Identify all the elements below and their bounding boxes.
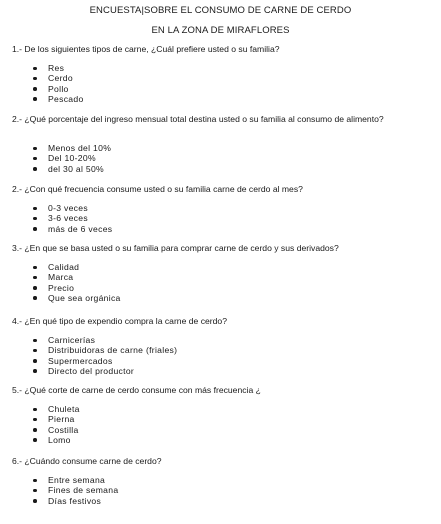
option-item: Pescado: [30, 94, 84, 104]
option-item: más de 6 veces: [30, 224, 112, 234]
option-item: Costilla: [30, 425, 80, 435]
option-item: Cerdo: [30, 73, 84, 83]
question-1-text: 1.- De los siguientes tipos de carne, ¿Cuál prefiere usted o su familia?: [12, 44, 280, 54]
survey-title: ENCUESTA|SOBRE EL CONSUMO DE CARNE DE CERDO: [89, 5, 352, 16]
option-item: Carnicerías: [30, 335, 177, 345]
option-item: Entre semana: [30, 475, 118, 485]
option-item: Res: [30, 63, 84, 73]
question-2-options: [30, 143, 111, 174]
question-7-options: [30, 475, 118, 506]
question-6-options: [30, 404, 80, 445]
option-item: Pollo: [30, 84, 84, 94]
question-3-options: [30, 203, 112, 234]
option-item: Distribuidoras de carne (friales): [30, 345, 177, 355]
option-item: Directo del productor: [30, 366, 177, 376]
option-item: Del 10-20%: [30, 153, 111, 163]
option-item: Fines de semana: [30, 485, 118, 495]
option-item: Pierna: [30, 414, 80, 424]
option-item: 0-3 veces: [30, 203, 112, 213]
option-item: Que sea orgánica: [30, 293, 121, 303]
question-2-text: 2.- ¿Qué porcentaje del ingreso mensual total destina usted o su familia al consumo de alimento?: [12, 114, 384, 124]
option-item: Días festivos: [30, 496, 118, 506]
question-5-text: 4.- ¿En qué tipo de expendio compra la carne de cerdo?: [12, 316, 227, 326]
option-item: Menos del 10%: [30, 143, 111, 153]
option-item: Calidad: [30, 262, 121, 272]
question-4-options: [30, 262, 121, 303]
option-item: Lomo: [30, 435, 80, 445]
question-6-text: 5.- ¿Qué corte de carne de cerdo consume con más frecuencia ¿: [12, 385, 261, 395]
question-5-options: [30, 335, 177, 376]
question-3-text: 2.- ¿Con qué frecuencia consume usted o su familia carne de cerdo al mes?: [12, 184, 303, 194]
question-1-options: [30, 63, 84, 104]
option-item: Marca: [30, 272, 121, 282]
option-item: Chuleta: [30, 404, 80, 414]
option-item: Precio: [30, 283, 121, 293]
survey-subtitle: EN LA ZONA DE MIRAFLORES: [151, 25, 290, 36]
question-4-text: 3.- ¿En que se basa usted o su familia para comprar carne de cerdo y sus derivados?: [12, 243, 339, 253]
question-7-text: 6.- ¿Cuándo consume carne de cerdo?: [12, 456, 162, 466]
option-item: del 30 al 50%: [30, 164, 111, 174]
option-item: Supermercados: [30, 356, 177, 366]
option-item: 3-6 veces: [30, 213, 112, 223]
